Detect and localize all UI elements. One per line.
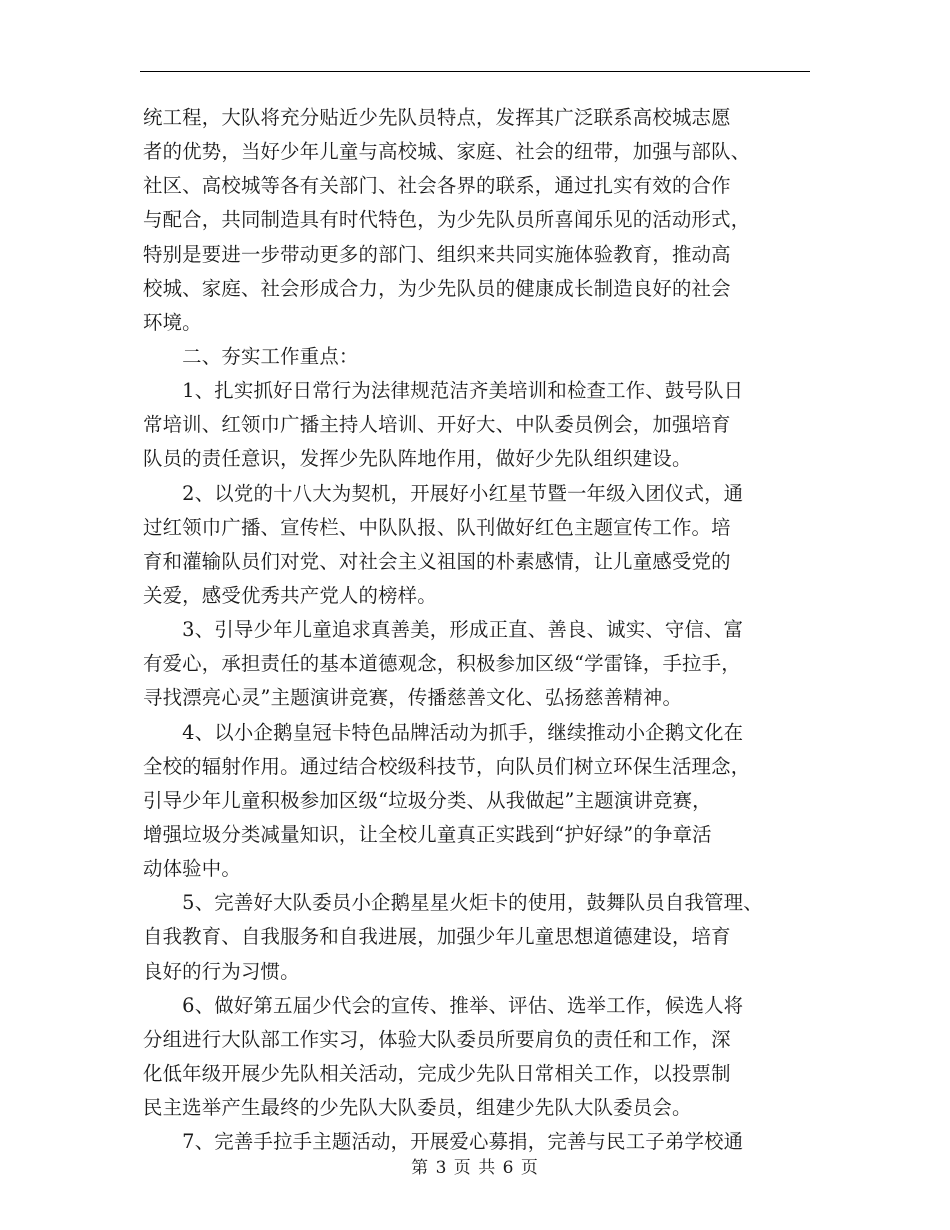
text-line: 过红领巾广播、宣传栏、中队队报、队刊做好红色主题宣传工作。培	[143, 515, 731, 539]
text-line: 常培训、红领巾广播主持人培训、开好大、中队委员例会，加强培育	[143, 413, 731, 437]
text-line: 社区、高校城等各有关部门、社会各界的联系，通过扎实有效的合作	[143, 174, 731, 198]
text-line: 队员的责任意识，发挥少先队阵地作用，做好少先队组织建设。	[143, 447, 692, 471]
text-line: 有爱心，承担责任的基本道德观念，积极参加区级“学雷锋，手拉手，	[143, 652, 741, 676]
text-line: 校城、家庭、社会形成合力，为少先队员的健康成长制造良好的社会	[143, 276, 731, 300]
text-line: 环境。	[143, 310, 202, 334]
text-line: 增强垃圾分类减量知识，让全校儿童真正实践到“护好绿”的争章活	[143, 822, 712, 846]
text-line: 育和灌输队员们对党、对社会主义祖国的朴素感情，让儿童感受党的	[143, 549, 731, 573]
section-heading: 二、夯实工作重点：	[143, 344, 359, 368]
header-rule	[140, 71, 810, 72]
text-line: 3、引导少年儿童追求真善美，形成正直、善良、诚实、守信、富	[143, 618, 744, 642]
text-line: 良好的行为习惯。	[143, 959, 300, 983]
page-footer: 第 3 页 共 6 页	[411, 1158, 539, 1178]
text-line: 寻找漂亮心灵”主题演讲竞赛，传播慈善文化、弘扬慈善精神。	[143, 686, 683, 710]
text-line: 7、完善手拉手主题活动，开展爱心募捐，完善与民工子弟学校通	[143, 1130, 744, 1154]
text-line: 民主选举产生最终的少先队大队委员，组建少先队大队委员会。	[143, 1096, 692, 1120]
text-line: 者的优势，当好少年儿童与高校城、家庭、社会的纽带，加强与部队、	[143, 140, 751, 164]
text-line: 统工程，大队将充分贴近少先队员特点，发挥其广泛联系高校城志愿	[143, 106, 731, 129]
text-line: 关爱，感受优秀共产党人的榜样。	[143, 583, 437, 607]
text-line: 5、完善好大队委员小企鹅星星火炬卡的使用，鼓舞队员自我管理、	[143, 891, 763, 915]
text-line: 2、以党的十八大为契机，开展好小红星节暨一年级入团仪式，通	[143, 481, 744, 505]
text-line: 化低年级开展少先队相关活动，完成少先队日常相关工作，以投票制	[143, 1061, 731, 1085]
text-line: 动体验中。	[143, 857, 241, 881]
text-line: 6、做好第五届少代会的宣传、推举、评估、选举工作，候选人将	[143, 993, 744, 1017]
text-line: 4、以小企鹅皇冠卡特色品牌活动为抓手，继续推动小企鹅文化在	[143, 720, 744, 744]
text-line: 全校的辐射作用。通过结合校级科技节，向队员们树立环保生活理念，	[143, 754, 751, 778]
document-body	[143, 101, 843, 1159]
text-line: 特别是要进一步带动更多的部门、组织来共同实施体验教育，推动高	[143, 242, 731, 266]
text-line: 与配合，共同制造具有时代特色，为少先队员所喜闻乐见的活动形式，	[143, 208, 751, 232]
text-line: 1、扎实抓好日常行为法律规范洁齐美培训和检查工作、鼓号队日	[143, 379, 744, 403]
text-line: 自我教育、自我服务和自我进展，加强少年儿童思想道德建设，培育	[143, 925, 731, 949]
text-line: 分组进行大队部工作实习，体验大队委员所要肩负的责任和工作，深	[143, 1027, 731, 1051]
text-line: 引导少年儿童积极参加区级“垃圾分类、从我做起”主题演讲竞赛，	[143, 788, 712, 812]
